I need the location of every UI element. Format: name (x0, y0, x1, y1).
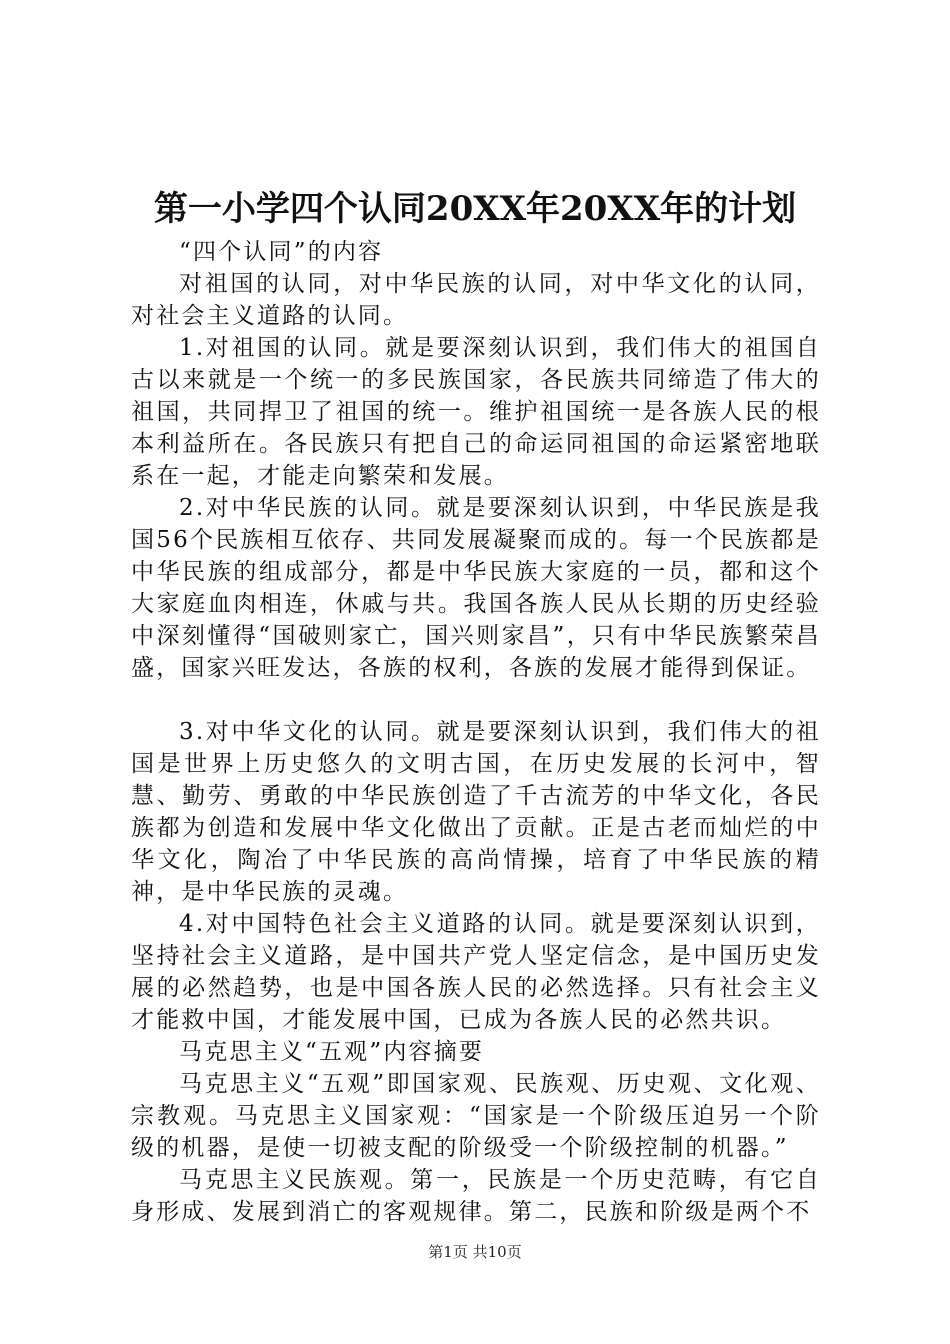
section-heading-four-identities: “四个认同”的内容 (179, 239, 384, 265)
page-number-footer: 第1页 共10页 (428, 1243, 522, 1261)
paragraph-summary: 对祖国的认同，对中华民族的认同，对中华文化的认同，对社会主义道路的认同。 (131, 271, 821, 329)
paragraph-five-views-intro: 马克思主义“五观”即国家观、民族观、历史观、文化观、宗教观。马克思主义国家观：“国家是一个阶级压迫另一个阶级的机器，是使一切被支配的阶级受一个阶级控制的机器。” (131, 1071, 821, 1161)
document-title: 第一小学四个认同20XX年20XX年的计划 (153, 189, 797, 229)
paragraph-item-2: 2.对中华民族的认同。就是要深刻认识到，中华民族是我国56个民族相互依存、共同发展凝聚而成的。每一个民族都是中华民族的组成部分，都是中华民族大家庭的一员，都和这个大家庭血肉相连，休戚与共。我国各族人民从长期的历史经验中深刻懂得“国破则家亡，国兴则家昌”，只有中华民族繁荣昌盛，国家兴旺发达，各族的权利，各族的发展才能得到保证。 (131, 495, 821, 681)
paragraph-item-3: 3.对中华文化的认同。就是要深刻认识到，我们伟大的祖国是世界上历史悠久的文明古国，在历史发展的长河中，智慧、勤劳、勇敢的中华民族创造了千古流芳的中华文化，各民族都为创造和发展中华文化做出了贡献。正是古老而灿烂的中华文化，陶冶了中华民族的高尚情操，培育了中华民族的精神，是中华民族的灵魂。 (131, 719, 821, 905)
paragraph-item-4: 4.对中国特色社会主义道路的认同。就是要深刻认识到，坚持社会主义道路，是中国共产党人坚定信念，是中国历史发展的必然趋势，也是中国各族人民的必然选择。只有社会主义才能救中国，才能发展中国，已成为各族人民的必然共识。 (131, 911, 821, 1033)
section-heading-five-views: 马克思主义“五观”内容摘要 (179, 1039, 485, 1065)
paragraph-nation-view: 马克思主义民族观。第一，民族是一个历史范畴，有它自身形成、发展到消亡的客观规律。第二，民族和阶级是两个不 (131, 1167, 821, 1225)
document-body (131, 236, 821, 1228)
paragraph-item-1: 1.对祖国的认同。就是要深刻认识到，我们伟大的祖国自古以来就是一个统一的多民族国家，各民族共同缔造了伟大的祖国，共同捍卫了祖国的统一。维护祖国统一是各族人民的根本利益所在。各民族只有把自己的命运同祖国的命运紧密地联系在一起，才能走向繁荣和发展。 (131, 335, 821, 489)
